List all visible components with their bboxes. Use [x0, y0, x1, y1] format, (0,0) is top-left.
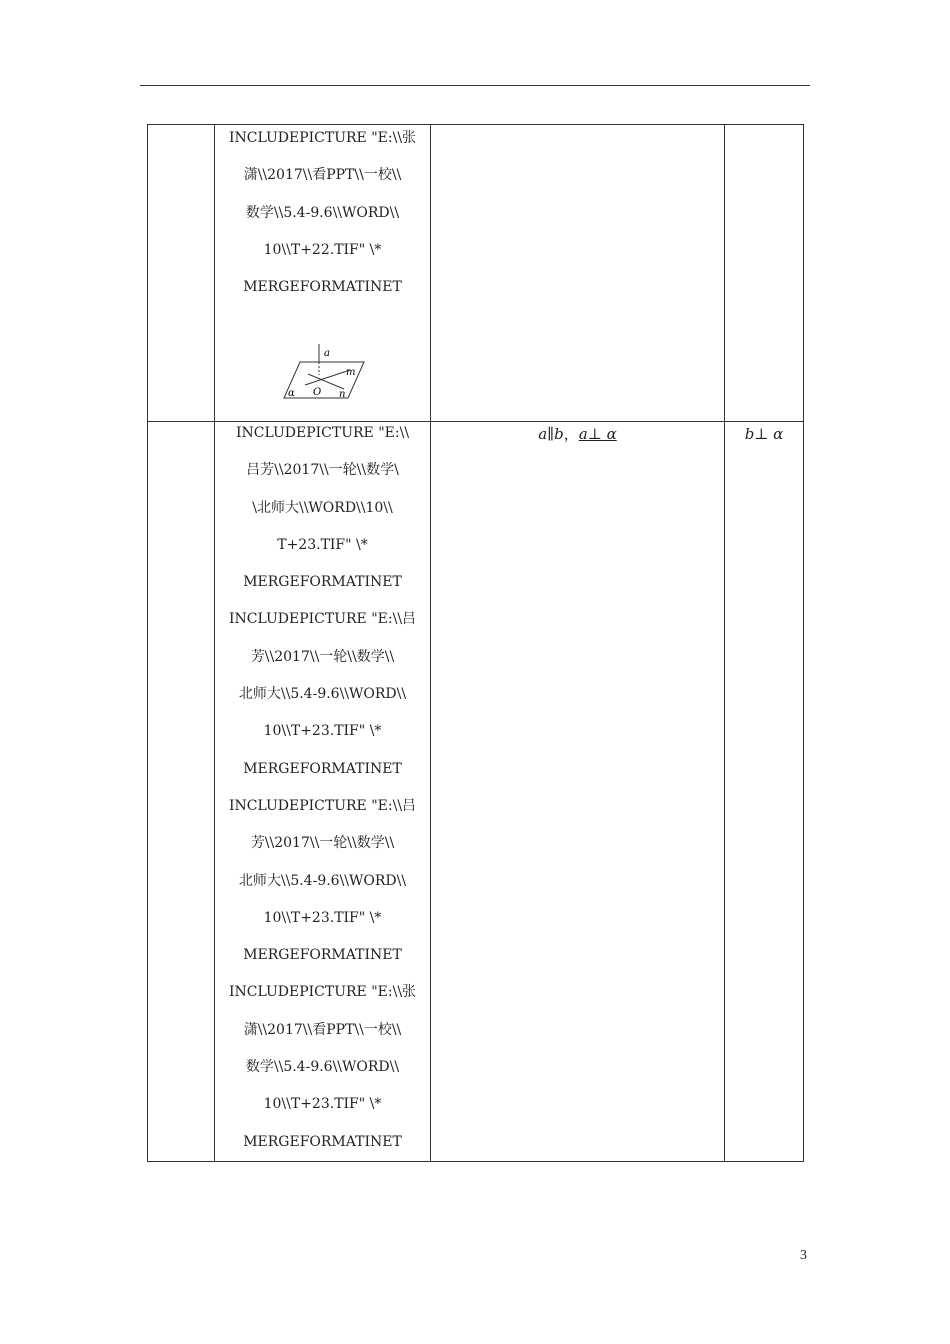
code-line: 芳\\2017\\一轮\\数学\\ — [250, 648, 395, 665]
label-m: m — [346, 367, 356, 379]
field-code-text — [215, 120, 430, 306]
code-line: INCLUDEPICTURE "E:\\ — [235, 425, 410, 441]
page-number: 3 — [800, 1248, 807, 1263]
code-line: 10\\T+23.TIF" \* — [263, 723, 382, 740]
parallel-symbol: ∥ — [547, 425, 555, 443]
header-rule — [140, 85, 810, 86]
plane-diagram — [280, 342, 370, 404]
code-line: T+23.TIF" \* — [277, 536, 368, 553]
code-line: 10\\T+23.TIF" \* — [263, 1096, 382, 1113]
code-line: MERGEFORMATINET — [243, 947, 402, 964]
table-row — [148, 422, 804, 1162]
conclusion-text — [725, 422, 803, 446]
condition-cell — [431, 125, 725, 422]
code-line: 潇\\2017\\看PPT\\一校\\ — [243, 167, 402, 184]
code-line: 10\\T+23.TIF" \* — [263, 909, 382, 926]
condition-text — [431, 422, 724, 446]
condition-cell — [431, 422, 725, 1162]
code-line: INCLUDEPICTURE "E:\\吕 — [228, 797, 417, 814]
code-line: INCLUDEPICTURE "E:\\张 — [228, 984, 417, 1001]
code-line: INCLUDEPICTURE "E:\\张 — [228, 130, 417, 146]
code-line: MERGEFORMATINET — [243, 760, 402, 777]
code-line: INCLUDEPICTURE "E:\\吕 — [228, 611, 417, 628]
symbol-a: a — [538, 425, 548, 443]
code-line: 吕芳\\2017\\一轮\\数学\ — [246, 462, 399, 479]
code-line: 潇\\2017\\看PPT\\一校\\ — [243, 1021, 402, 1038]
line-m — [305, 370, 350, 385]
code-line: MERGEFORMATINET — [243, 574, 402, 591]
conclusion-cell — [725, 422, 804, 1162]
code-line: 芳\\2017\\一轮\\数学\\ — [250, 835, 395, 852]
code-line: 北师大\\5.4-9.6\\WORD\\ — [238, 872, 407, 889]
name-cell — [148, 422, 215, 1162]
code-line: MERGEFORMATINET — [243, 279, 402, 296]
code-line: 北师大\\5.4-9.6\\WORD\\ — [238, 686, 407, 703]
figure-cell — [215, 422, 431, 1162]
conclusion-expr: b⊥ α — [744, 425, 784, 443]
conclusion-cell — [725, 125, 804, 422]
name-cell — [148, 125, 215, 422]
label-o: O — [313, 387, 322, 399]
code-line: MERGEFORMATINET — [243, 1133, 402, 1150]
theorem-table — [147, 124, 804, 1162]
label-alpha: α — [288, 388, 295, 400]
label-a: a — [324, 348, 330, 360]
code-line: \北师大\\WORD\\10\\ — [252, 499, 393, 516]
code-line: 数学\\5.4-9.6\\WORD\\ — [245, 204, 400, 221]
code-line: 10\\T+22.TIF" \* — [263, 241, 382, 258]
symbol-b: b — [554, 425, 564, 443]
table-row — [148, 125, 804, 422]
underlined-condition: a⊥ α — [578, 425, 617, 443]
code-line: 数学\\5.4-9.6\\WORD\\ — [245, 1059, 400, 1076]
separator: ， — [563, 425, 579, 443]
plane-figure — [215, 306, 430, 412]
figure-cell — [215, 125, 431, 422]
field-code-text — [215, 415, 430, 1161]
label-n: n — [339, 389, 346, 401]
